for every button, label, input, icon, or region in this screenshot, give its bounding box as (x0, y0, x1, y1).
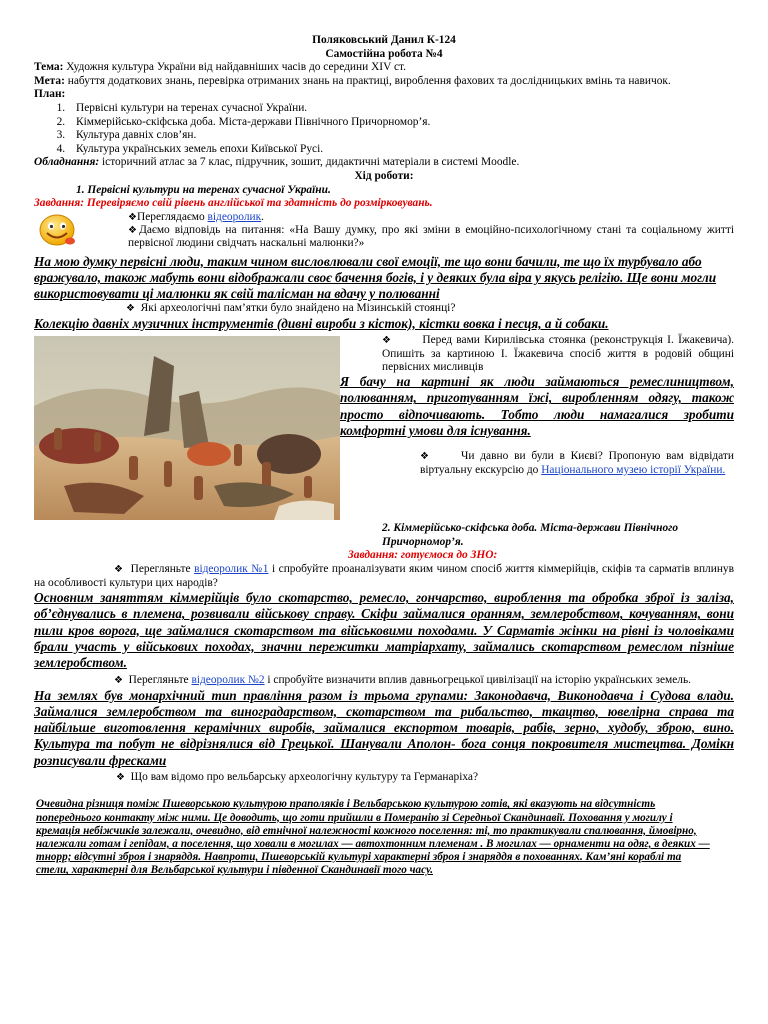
goal-label: Мета: (34, 74, 65, 87)
topic-text: Художня культура України від найдавніших часів до середини XIV ст. (63, 61, 406, 74)
answer-video1: Основним заняттям кіммерійців було скотарство, ремесло, гончарство, вироблення та обробка зброї із заліза, об’єднувались в племена, розвивали військову справу. Скіфи займалися оранням, землеробством, кочуванням, вони пили кров ворога, ще займалися скотарством та військовими походами. У Сарматів жінки на рівні із чоловіками брали участь у військових походах, значни пережитки матріархату, займались скотарством ремеслом пізніше землеробством. (34, 590, 734, 670)
diamond-bullet-icon: ❖ (126, 303, 135, 315)
video1-link[interactable]: відеоролик №1 (194, 562, 269, 575)
diamond-bullet-icon: ❖ (382, 335, 393, 347)
plan-item: 3. Культура давніх слов’ян. (68, 129, 734, 143)
question-text: Даємо відповідь на питання: «На Вашу думку, про які зміни в емоційно-психологічному стані та соціальному житті первісної людини свідчать наскальні малюнки?» (128, 223, 734, 250)
section2-title: 2. Кіммерійсько-скіфська доба. Міста-держави Північного Причорномор’я. (382, 522, 679, 548)
answer-wielbark: Очевидна різниця поміж Пшеворською культурою праполяків і Вельбарською культурою готів, які вказують на відсутність попереднього контакту між ними. Це доводить, що готи прийшли в Померанію зі Середньої Скандинавії. Поховання у могилу і кремація небіжчиків залежали, очевидно, від етнічної належності кожного поселення: ті, то практикували спалювання, ймовірно, належали готам і гепідам, а поселення, що ховали в могилах — автохтонним племенам . В могилах — орнаменти на одяг, в деяких — тнорр; відсутні зброя і знаряддя. Навпроти, Пшеворській культурі характерні зброя і знаряддя в похованнях. Кам’яні кораблі та стели, характерні для Вельбарської культури і південної Скандинавії того часу. (36, 798, 710, 877)
museum-link[interactable]: Національного музею історії України. (541, 463, 726, 476)
watch-prefix: Переглядаємо (136, 210, 208, 223)
section1-title: 1. Первісні культури на теренах сучасної України. (76, 183, 331, 196)
q2-prefix: Перегляньте (128, 674, 192, 687)
q1-suffix: і спробуйте проаналізувати яким чином спосіб життя кіммерійців, скіфів та сарматів вплинув на особливості культури цих народів? (34, 562, 734, 589)
diamond-bullet-icon: ❖ (116, 771, 125, 783)
goal-line (34, 75, 734, 89)
question-video1 (34, 563, 734, 590)
plan-item: 4. Культура українських земель епохи Київської Русі. (68, 143, 734, 157)
answer-mizyn: Колекцію давніх музичних інструментів (дивні вироби з кісток), кістки вовка і песця, а й собаки. (34, 315, 609, 331)
q1-prefix: Перегляньте (130, 562, 195, 575)
kyrylivska-painting-image (34, 336, 340, 520)
question-video2 (34, 674, 734, 688)
question-kyiv (420, 450, 734, 477)
diamond-bullet-icon: ❖ (114, 675, 123, 687)
question-mizyn (34, 302, 734, 316)
section1-watch-block (34, 211, 734, 254)
question-kyrylivska (382, 334, 734, 375)
question-text: Які археологічні пам’ятки було знайдено на Мізинській стоянці? (140, 302, 456, 315)
progress-title: Хід роботи: (354, 169, 414, 182)
work-title: Самостійна робота №4 (325, 47, 443, 60)
q2-suffix: і спробуйте визначити вплив давньогрецької цивілізації на історію українських земель. (264, 674, 692, 687)
plan-item: 1. Первісні культури на теренах сучасної України. (68, 102, 734, 116)
watch-line (128, 211, 264, 225)
equipment-text: історичний атлас за 7 клас, підручник, зошит, дидактичні матеріали в системі Moodle. (99, 156, 520, 169)
plan-list (34, 102, 734, 156)
topic-line (34, 61, 734, 75)
section2-task: Завдання: готуємося до ЗНО: (348, 549, 498, 562)
smiley-icon (38, 213, 76, 249)
answer-rock-art: На мою думку первісні люди, таким чином висловлювали свої емоції, те що вони бачили, те що їх турбувало або вражувало, також мабуть вони відображали своє бачення богів, і у деяких була віра у якусь релігію. Ще вони могли використовувати ці малюнки як свій талісман на вдачу у полюванні (34, 253, 717, 302)
video-link[interactable]: відеоролик (207, 210, 262, 223)
diamond-bullet-icon: ❖ (128, 224, 140, 236)
equipment-label: Обладнання: (34, 156, 100, 169)
answer-kyrylivska: Я бачу на картині як люди займаються ремеслиництвом, полюванням, приготуванням їжі, виробленням одягу, також просто відпочивають. Тобто люди намагалися зробити комфортні умови для існування. (340, 374, 734, 438)
goal-text: набуття додаткових знань, перевірка отриманих знань на практиці, вироблення фахових та дослідницьких вмінь та навичок. (64, 74, 671, 87)
watch-suffix: . (261, 210, 265, 223)
diamond-bullet-icon: ❖ (114, 563, 124, 575)
topic-label: Тема: (34, 61, 64, 74)
question-text: Перед вами Кирилівська стоянка (реконструкція І. Їжакевича). Опишіть за картиною І. Їжакевича спосіб життя в родовій общині первісних мисливців (382, 334, 734, 374)
answer-video2: На землях був монархічний тип правління разом із трьома групами: Законодавча, Виконодавча і Судова влади. Займалися землеробством та виноградарством, скотарством та рибальство, ткацтво, ювелірна справа та найбільше виготовлення керамічних виробів, займалися експортом товарів, рабів, зерно, худобу, зброю, вино. Культура та побут не відрізнялися від Грецької. Шанували Аполон- бога сонця покровителя мистецтва. Домікн розписували фресками (34, 687, 734, 768)
document-page (34, 34, 734, 878)
question-rock-art (128, 224, 734, 251)
section1-task: Завдання: Перевіряємо свій рівень англійської та здатність до розмірковувань. (34, 197, 433, 210)
diamond-bullet-icon: ❖ (420, 451, 432, 463)
painting-block (34, 334, 734, 520)
equipment-line (34, 156, 734, 170)
plan-item: 2. Кіммерійсько-скіфська доба. Міста-держави Північного Причорномор’я. (68, 116, 734, 130)
author-line: Поляковський Данил К-124 (312, 34, 456, 46)
plan-label: План: (34, 88, 66, 101)
video2-link[interactable]: відеоролик №2 (191, 674, 265, 687)
question-wielbark (34, 771, 734, 785)
question-text: Що вам відомо про вельбарську археологічну культуру та Германаріха? (130, 770, 479, 783)
question-text: Чи давно ви були в Києві? Пропоную вам відвідати віртуальну екскурсію до (420, 450, 734, 476)
diamond-bullet-icon: ❖ (128, 211, 137, 223)
